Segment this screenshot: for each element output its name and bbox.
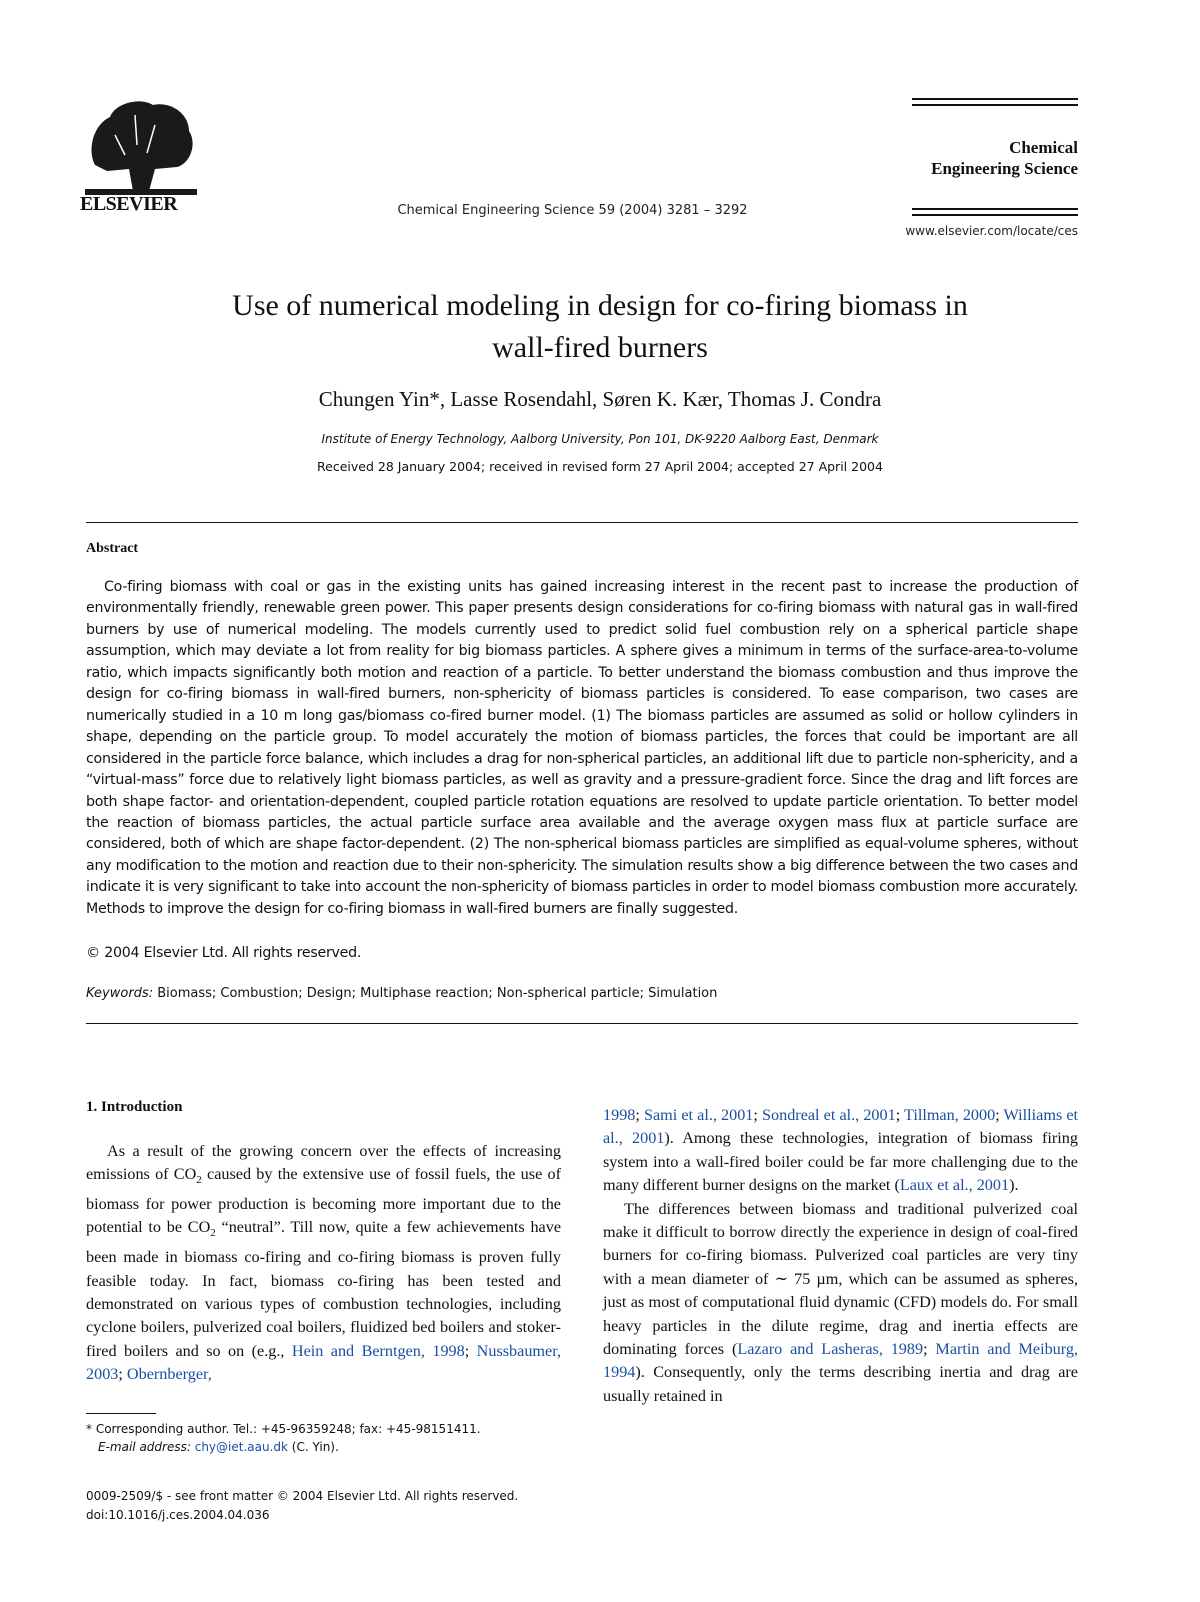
citation-separator: ;	[923, 1340, 936, 1359]
tree-icon	[85, 95, 197, 195]
footnote-rule	[86, 1413, 156, 1414]
citation-link[interactable]: Sondreal et al., 2001	[762, 1106, 896, 1124]
citation-link[interactable]: Lazaro and Lasheras, 1989	[737, 1340, 924, 1359]
co2-subscript: 2	[210, 1227, 216, 1240]
title-line-1: Use of numerical modeling in design for co-firing biomass in	[232, 289, 968, 322]
journal-name-line2: Engineering Science	[931, 159, 1078, 178]
intro-paragraph-2	[603, 1198, 1078, 1409]
citation-separator: ;	[995, 1106, 1004, 1124]
citation-link[interactable]: Obernberger,	[126, 1365, 212, 1384]
citation-link[interactable]: Hein and Berntgen, 1998	[291, 1341, 465, 1360]
email-suffix: (C. Yin).	[287, 1440, 339, 1454]
email-line	[86, 1438, 566, 1456]
co2-subscript: 2	[196, 1174, 202, 1187]
intro-text-e: ).	[1009, 1176, 1019, 1195]
intro-text-b: caused by the extensive use of fossil fuels, the use of biomass for power production is becoming more important due to the potential to be CO	[86, 1165, 561, 1237]
keywords-label: Keywords:	[86, 986, 154, 1001]
footnote	[86, 1420, 566, 1456]
received-dates: Received 28 January 2004; received in revised form 27 April 2004; accepted 27 April 2004	[317, 459, 883, 474]
keywords	[86, 986, 717, 1001]
journal-name	[912, 137, 1078, 179]
email-label: E-mail address:	[98, 1440, 191, 1454]
header-rule-top	[912, 98, 1078, 106]
article-title	[100, 285, 1100, 369]
left-column	[86, 1140, 561, 1387]
citation-separator: ;	[895, 1106, 905, 1124]
citation-separator: ;	[753, 1106, 763, 1124]
journal-name-line1: Chemical	[1009, 138, 1078, 157]
intro-text-c: “neutral”. Till now, quite a few achievements have been made in biomass co-firing and co-firing biomass is proven fully feasible today. In fact, biomass co-firing has been tested and demonstrated on various types of combustion technologies, including cyclone boilers, pulverized coal boilers, fluidized bed boilers and stoker-fired boilers and so on (e.g.,	[86, 1218, 562, 1360]
abstract-rule-bottom	[86, 1023, 1078, 1024]
doi-line: doi:10.1016/j.ces.2004.04.036	[86, 1508, 270, 1522]
section-heading-introduction: 1. Introduction	[86, 1099, 183, 1115]
keywords-list: Biomass; Combustion; Design; Multiphase reaction; Non-spherical particle; Simulation	[157, 986, 718, 1001]
email-link[interactable]: chy@iet.aau.dk	[194, 1440, 288, 1454]
citation-link[interactable]: Tillman, 2000	[904, 1106, 996, 1124]
intro-text-g: ). Consequently, only the terms describing inertia and drag are usually retained in	[603, 1363, 1078, 1405]
citation-link[interactable]: 1998	[603, 1106, 636, 1124]
header-rule-bottom	[912, 208, 1078, 216]
publisher-logo-text: ELSEVIER	[80, 193, 178, 215]
title-line-2: wall-fired burners	[492, 331, 708, 364]
abstract-copyright: © 2004 Elsevier Ltd. All rights reserved.	[86, 945, 362, 961]
journal-reference: Chemical Engineering Science 59 (2004) 3281 – 3292	[397, 203, 748, 218]
journal-url[interactable]: www.elsevier.com/locate/ces	[905, 224, 1078, 238]
citation-link[interactable]: Sami et al., 2001	[643, 1106, 754, 1124]
front-matter	[86, 1487, 606, 1525]
intro-text-f: The differences between biomass and traditional pulverized coal make it difficult to borrow directly the experience in design of coal-fired burners for co-firing biomass. Pulverized coal particles are very tiny with a mean diameter of ∼ 75 µm, which can be assumed as spheres, just as most of computational fluid dynamic (CFD) models do. For small heavy particles in the dilute regime, drag and inertia effects are dominating forces (	[603, 1199, 1078, 1359]
affiliation: Institute of Energy Technology, Aalborg University, Pon 101, DK-9220 Aalborg East, Denmark	[321, 432, 879, 446]
intro-paragraph-1	[86, 1140, 561, 1387]
authors: Chungen Yin*, Lasse Rosendahl, Søren K. Kær, Thomas J. Condra	[318, 387, 882, 411]
citation-separator: ;	[635, 1106, 644, 1124]
citation-link[interactable]: Martin and Meiburg, 1994	[603, 1340, 1079, 1382]
citation-separator: ;	[464, 1341, 477, 1360]
citation-link[interactable]: Laux et al., 2001	[899, 1176, 1010, 1195]
abstract-rule-top	[86, 522, 1078, 523]
citation-separator: ;	[118, 1365, 127, 1384]
corresponding-author: * Corresponding author. Tel.: +45-96359248; fax: +45-98151411.	[86, 1422, 481, 1436]
issn-line: 0009-2509/$ - see front matter © 2004 Elsevier Ltd. All rights reserved.	[86, 1489, 519, 1503]
abstract-body: Co-firing biomass with coal or gas in the existing units has gained increasing interest in the recent past to increase the production of environmentally friendly, renewable green power. This paper presents design considerations for co-firing biomass with natural gas in wall-fired burners by use of numerical modeling. The models currently used to predict solid fuel combustion rely on a spherical particle shape assumption, which may deviate a lot from reality for big biomass particles. A sphere gives a minimum in terms of the surface-area-to-volume ratio, which impacts significantly both motion and reaction of a particle. To better understand the biomass combustion and thus improve the design for co-firing biomass in wall-fired burners, non-sphericity of biomass particles is considered. To ease comparison, two cases are numerically studied in a 10 m long gas/biomass co-fired burner model. (1) The biomass particles are assumed as solid or hollow cylinders in shape, depending on the particle group. To model accurately the motion of biomass particles, the forces that could be important are all considered in the particle force balance, which includes a drag for non-spherical particles, an additional lift due to particle non-sphericity, and a “virtual-mass” force due to relatively light biomass particles, as well as gravity and a pressure-gradient force. Since the drag and lift forces are both shape factor- and orientation-dependent, coupled particle rotation equations are resolved to update particle orientation. To better model the reaction of biomass particles, the actual particle surface area available and the average oxygen mass flux at particle surface are considered, both of which are shape factor-dependent. (2) The non-spherical biomass particles are simplified as equal-volume spheres, without any modification to the motion and reaction due to their non-sphericity. The simulation results show a big difference between the two cases and indicate it is very significant to take into account the non-sphericity of biomass particles in order to model biomass combustion more accurately. Methods to improve the design for co-firing biomass in wall-fired burners are finally suggested.	[86, 579, 1078, 917]
intro-text-d: ). Among these technologies, integration of biomass firing system into a wall-fired boiler could be far more challenging due to the many different burner designs on the market (	[603, 1129, 1078, 1195]
abstract-heading: Abstract	[86, 541, 139, 556]
citation-link[interactable]: Williams et al., 2001	[603, 1106, 1079, 1148]
right-column	[603, 1104, 1078, 1408]
intro-text-a: As a result of the growing concern over the effects of increasing emissions of CO	[86, 1142, 561, 1184]
intro-paragraph-1-cont	[603, 1104, 1078, 1198]
citation-link[interactable]: Nussbaumer, 2003	[86, 1341, 561, 1384]
